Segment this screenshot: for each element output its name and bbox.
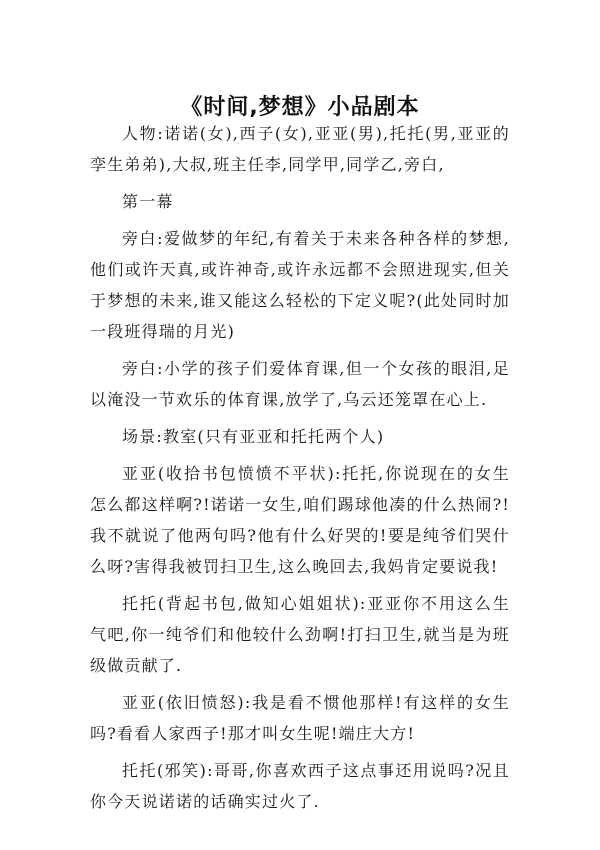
- paragraph-act-one: 第一幕: [122, 192, 174, 211]
- paragraph-dialogue-yaya-1: 亚亚(收拾书包愤愤不平状):托托,你说现在的女生怎么都这样啊?!诺诺一女生,咱们踢球他凑的什么热闹?!我不就说了他两句吗?他有什么好哭的!要是纯爷们哭什么呀?害得我被罚扫卫生,这么晚回去,我妈肯定要说我!: [90, 464, 510, 576]
- paragraph-dialogue-tuotuo-1: 托托(背起书包,做知心姐姐状):亚亚你不用这么生气吧,你一纯爷们和他较什么劲啊!打扫卫生,就当是为班级做贡献了.: [90, 594, 510, 675]
- paragraph-narration-2: 旁白:小学的孩子们爱体育课,但一个女孩的眼泪,足以淹没一节欢乐的体育课,放学了,乌云还笼罩在心上.: [90, 359, 510, 409]
- document-title: 《时间,梦想》小品剧本: [180, 95, 420, 120]
- paragraph-scene: 场景:教室(只有亚亚和托托两个人): [122, 427, 385, 446]
- paragraph-dialogue-tuotuo-2: 托托(邪笑):哥哥,你喜欢西子这点事还用说吗?况且你今天说诺诺的话确实过火了.: [90, 761, 510, 811]
- document-body: [90, 118, 510, 823]
- paragraph-characters: 人物:诺诺(女),西子(女),亚亚(男),托托(男,亚亚的孪生弟弟),大叔,班主任李,同学甲,同学乙,旁白,: [90, 124, 510, 174]
- paragraph-dialogue-yaya-2: 亚亚(依旧愤怒):我是看不惯他那样!有这样的女生吗?看看人家西子!那才叫女生呢!端庄大方!: [90, 693, 510, 743]
- paragraph-narration-1: 旁白:爱做梦的年纪,有着关于未来各种各样的梦想,他们或许天真,或许神奇,或许永远都不会照进现实,但关于梦想的未来,谁又能这么轻松的下定义呢?(此处同时加一段班得瑞的月光): [90, 229, 510, 341]
